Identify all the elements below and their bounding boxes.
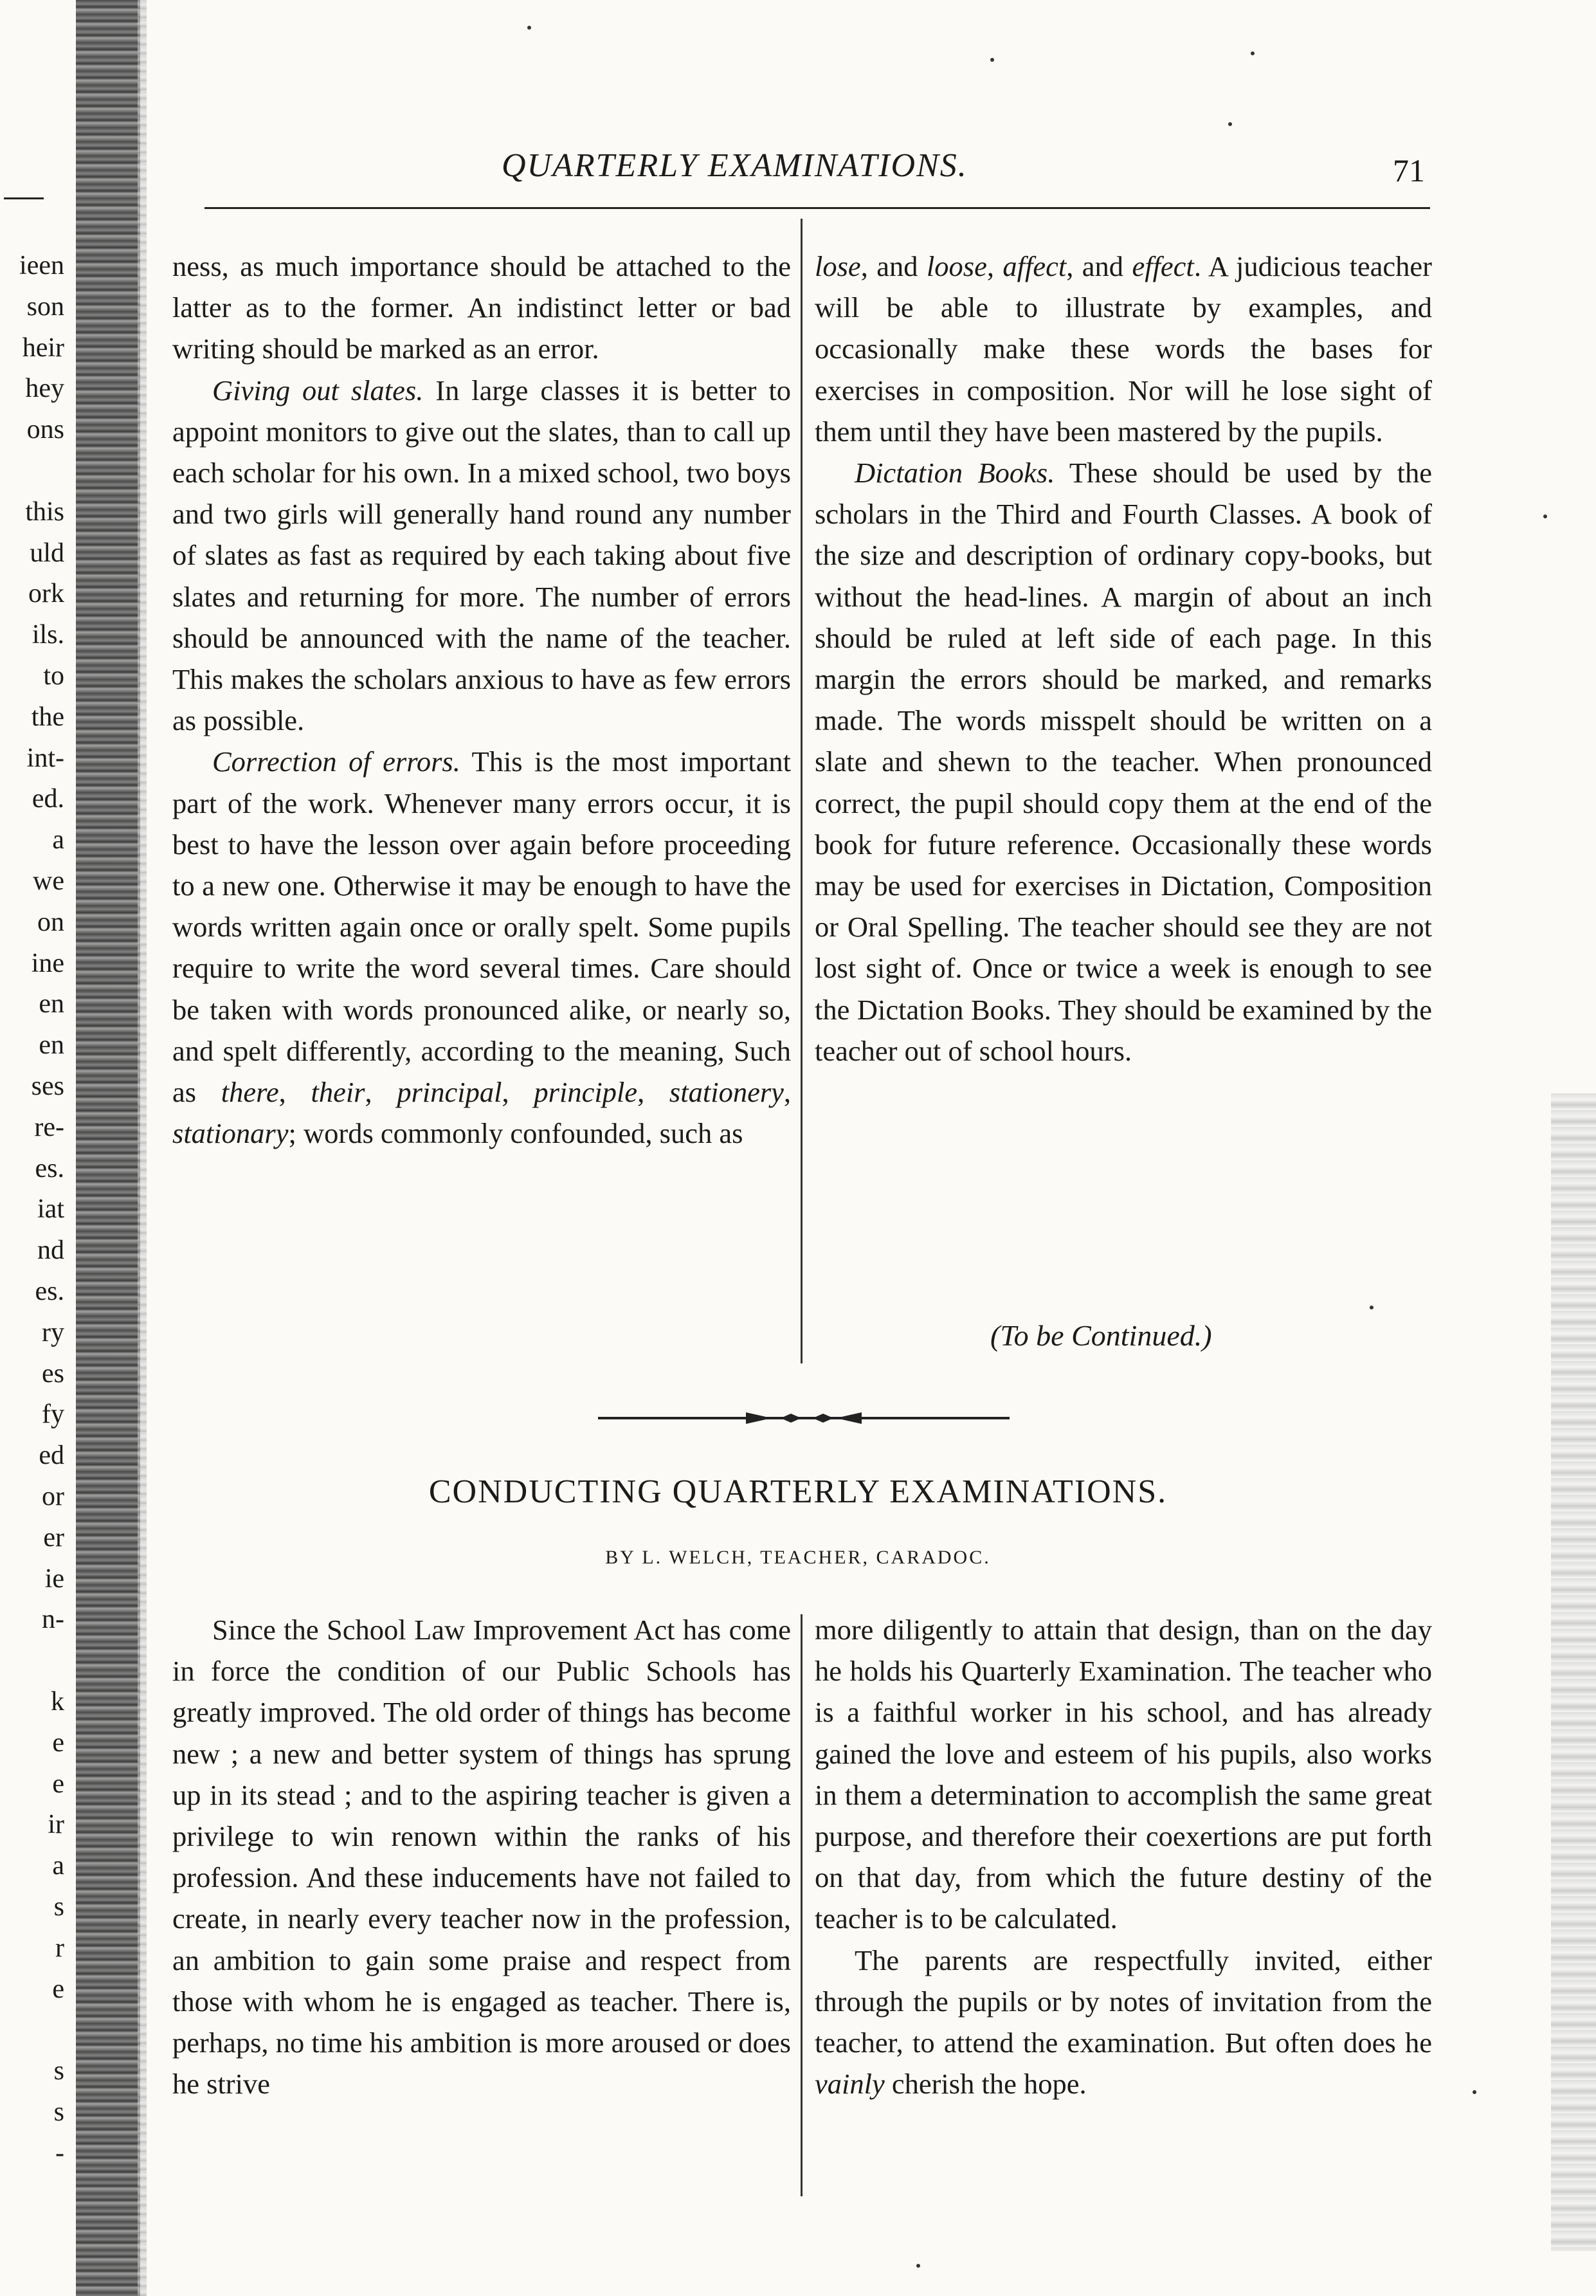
word-principle: principle xyxy=(534,1076,638,1109)
page-number: 71 xyxy=(1393,152,1425,188)
margin-fragment: es. xyxy=(35,1153,64,1183)
margin-fragment: es. xyxy=(35,1277,64,1306)
article2-p1-left: Since the School Law Improvement Act has come in force the condition of our Public Schools has greatly improved. The old order of things has become new ; a new and better system of things has sprung up in its stead ; and to the aspiring teacher is given a privilege to win renown within the ranks of his profession. And these inducements have not failed to create, in nearly every teacher now in the profession, an ambition to gain some praise and respect from those with whom he is engaged as teacher. There is, perhaps, no time his ambition is more aroused or does he strive xyxy=(172,1614,791,2100)
margin-fragment: - xyxy=(55,2138,64,2168)
correction-heading: Correction of errors. xyxy=(212,745,460,778)
margin-fragment: re- xyxy=(34,1112,64,1142)
correction-text: This is the most important part of the work. Whenever many errors occur, it is best to have the lesson over again before proceeding to a new one. Otherwise it may be enough to have the words written again once or orally spelt. Some pupils require to write the word several times. Care should be taken with words pronounced alike, or nearly so, and spelt differently, according to the meaning, Such as xyxy=(172,745,791,1109)
margin-fragment: en xyxy=(39,989,64,1019)
margin-fragment: nd xyxy=(37,1235,64,1266)
giving-heading: Giving out slates. xyxy=(212,374,424,406)
article2-byline: BY L. WELCH, TEACHER, CARADOC. xyxy=(605,1547,991,1568)
margin-fragment: en xyxy=(39,1030,64,1061)
article2-p1-right: more diligently to attain that design, than on the day he holds his Quarterly Examination. The teacher who is a faithful worker in his school, and has already gained the love and esteem of his pupils, also works in them a determination to accomplish the same great purpose, and therefore their coexertions are put forth on that day, from which the future destiny of the teacher is to be calculated. xyxy=(815,1614,1432,1935)
article2-p2-end: cherish the hope. xyxy=(884,2068,1087,2100)
margin-fragment: this xyxy=(25,497,64,527)
margin-fragment: ons xyxy=(26,415,64,445)
article2-title: CONDUCTING QUARTERLY EXAMINATIONS. xyxy=(428,1473,1168,1510)
article1-paragraph-1: ness, as much importance should be attached to the latter as to the former. An indistinct letter or bad writing should be marked as an error. xyxy=(172,250,791,365)
to-be-continued: (To be Continued.) xyxy=(990,1319,1212,1352)
margin-fragment: r xyxy=(55,1933,64,1963)
article2-paragraph-2 xyxy=(815,1940,1432,2105)
margin-fragment: er xyxy=(43,1522,64,1553)
article2-left-column xyxy=(172,1609,791,2104)
word-there: there xyxy=(221,1076,279,1109)
column-divider-top xyxy=(801,219,803,1363)
margin-fragment: e xyxy=(52,1769,64,1799)
margin-fragment: s xyxy=(53,1892,64,1922)
article2-p2-start: The parents are respectfully invited, either through the pupils or by notes of invitation from the teacher, to attend the examination. But often does he xyxy=(815,1944,1432,2059)
word-affect: affect xyxy=(1002,250,1067,282)
margin-fragment: to xyxy=(43,661,64,691)
article2-paragraph-1-part-a xyxy=(172,1609,791,2104)
margin-fragment: heir xyxy=(22,333,64,363)
article1-paragraph-correction: Correction of errors. This is the most important part of the work. Whenever many errors occur, it is best to have the lesson over again before proceeding to a new one. Otherwise it may be enough to have the words written again once or orally spelt. Some pupils require to write the word several times. Care should be taken with words pronounced alike, or nearly so, and spelt differently, according to the meaning, Such as there, their, principal, principle, stationery, stationary; words commonly confounded, such as xyxy=(172,745,792,1150)
dictation-heading: Dictation Books. xyxy=(855,457,1055,489)
column-divider-bottom xyxy=(801,1614,803,2196)
margin-fragment: k xyxy=(51,1687,64,1717)
article1-paragraph-giving xyxy=(172,370,791,742)
margin-fragment: ork xyxy=(28,579,64,609)
and-2: and xyxy=(1073,250,1132,282)
margin-fragment: s xyxy=(53,2056,64,2086)
margin-fragment: s xyxy=(53,2097,64,2127)
margin-fragment: ry xyxy=(42,1317,64,1347)
and-1: and xyxy=(867,250,927,282)
words-tail: words commonly confounded, such as xyxy=(296,1117,743,1150)
margin-fragment: a xyxy=(52,825,64,855)
margin-fragment: int- xyxy=(26,743,64,773)
giving-text: In large classes it is better to appoint monitors to give out the slates, than to call up each scholar for his own. In a mixed school, two boys and two girls will generally hand round any number of slates as fast as required by each taking about five slates and returning for more. The number of errors should be announced with the name of the teacher. This makes the scholars anxious to have as few errors as possible. xyxy=(172,374,791,737)
margin-fragment: es xyxy=(42,1358,64,1389)
word-principal: principal xyxy=(397,1076,502,1109)
left-margin-fragments xyxy=(0,0,76,2296)
article2-right-column xyxy=(815,1609,1432,2104)
margin-fragment: n- xyxy=(42,1605,64,1635)
margin-fragment: hey xyxy=(25,374,64,404)
margin-fragment: on xyxy=(37,907,64,937)
margin-fragment: fy xyxy=(42,1399,64,1430)
confound-tail: A judicious teacher will be able to illustrate by examples, and occasionally make these words the bases for exercises in composition. Nor will he lose sight of them until they have been mastered by the pupils. xyxy=(815,250,1433,448)
word-loose: loose xyxy=(926,250,987,282)
article1-right-column xyxy=(815,246,1432,1071)
margin-fragment: ir xyxy=(48,1810,64,1840)
page-binding-edge xyxy=(138,0,147,2296)
page-right-edge-shadow xyxy=(1551,1093,1596,2251)
margin-fragment: ieen xyxy=(19,251,64,280)
margin-fragment: or xyxy=(42,1482,64,1511)
fragment-rule xyxy=(4,197,44,199)
word-stationary: stationary xyxy=(172,1117,289,1150)
margin-fragment: ed. xyxy=(32,784,64,814)
margin-fragment: ie xyxy=(44,1563,64,1594)
article1-paragraph-confounded: lose, and loose, affect, and effect. A judicious teacher will be able to illustrate by examples, and occasionally make these words the bases for exercises in composition. Nor will he lose sight of them until they have been mastered by the pupils. xyxy=(815,250,1433,448)
word-lose: lose xyxy=(815,250,861,282)
margin-fragment: son xyxy=(26,291,64,322)
margin-fragment: we xyxy=(33,866,64,896)
margin-fragment: ses xyxy=(31,1071,64,1101)
page-binding-shadow xyxy=(76,0,140,2296)
margin-fragment: e xyxy=(52,1727,64,1758)
article1-left-column xyxy=(172,246,791,1154)
margin-fragment: ils. xyxy=(32,620,64,650)
margin-fragment: ine xyxy=(31,948,64,978)
word-effect: effect xyxy=(1132,250,1194,282)
margin-fragment: a xyxy=(52,1851,64,1881)
word-stationery: stationery xyxy=(669,1076,784,1109)
word-their: their xyxy=(311,1076,365,1109)
margin-fragment: e xyxy=(52,1974,64,2004)
article1-paragraph-dictation xyxy=(815,452,1432,1071)
section-ornament xyxy=(598,1408,1010,1428)
margin-fragment: ed xyxy=(39,1441,64,1471)
header-rule xyxy=(204,207,1430,209)
margin-fragment: uld xyxy=(30,538,64,568)
article2-paragraph-1-part-b xyxy=(815,1609,1432,1940)
word-vainly: vainly xyxy=(815,2068,885,2100)
running-title: QUARTERLY EXAMINATIONS. xyxy=(502,147,968,184)
margin-fragment: the xyxy=(31,702,64,732)
dictation-text: These should be used by the scholars in the Third and Fourth Classes. A book of the size and description of ordinary copy-books, but without the head-lines. A margin of about an inch should be ruled at left side of each page. In this margin the errors should be marked, and remarks made. The words misspelt should be written on a slate and shewn to the teacher. When pronounced correct, the pupil should copy them at the end of the book for future reference. Occasionally these words may be used for exercises in Dictation, Composition or Oral Spelling. The teacher should see they are not lost sight of. Once or twice a week is enough to see the Dictation Books. They should be examined by the teacher out of school hours. xyxy=(815,457,1432,1067)
margin-fragment: iat xyxy=(37,1194,64,1225)
